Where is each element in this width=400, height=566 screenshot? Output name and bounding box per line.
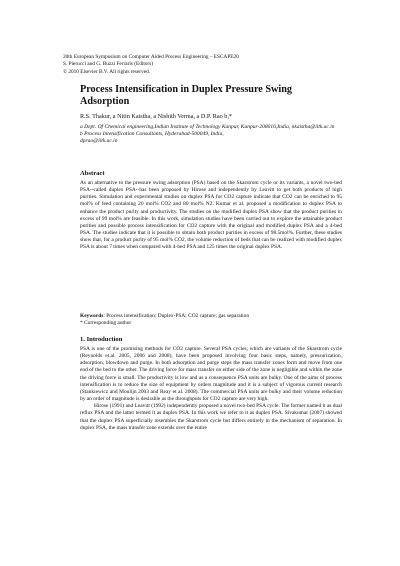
corresponding-author-note: * Corresponding author	[80, 320, 132, 327]
introduction-heading: 1. Introduction	[80, 336, 123, 343]
introduction-body	[80, 346, 342, 432]
intro-paragraph-1: PSA is one of the promising methods for CO2 capture. Several PSA cycles, which are variants of the Skarstrom cycle (Reynolds et.al. 2005, 2006 and 2008), have been proposed involving four basic steps, namely, pressurization, adsorption, blowdown and purge. In both adsorption and purge steps the mass transfer zones form and move from one end of the bed to the other. The driving force for mass transfer on either side of the zone is negligible and within the zone the driving force is small. The productivity is low and as a consequence PSA units are bulky. One of the aims of process intensification is to reduce the size of equipment by orders magnitude and it is a subject of vigorous current research (Stankiewicz and Moulijn 2003 and Reay et al. 2008). The commercial PSA units are bulky and their volume reduction by an order of magnitude is desirable as the throughputs for CO2 capture are very high.	[80, 346, 342, 403]
keywords-block	[80, 313, 342, 327]
header-line-1: 20th European Symposium on Computer Aided Process Engineering – ESCAPE20	[63, 54, 239, 60]
proceedings-header	[63, 54, 333, 76]
paper-title: Process Intensification in Duplex Pressure Swing Adsorption	[80, 84, 292, 107]
affiliation-a: a Dept. Of Chemical engineering,Indian Institute of Technology Kanpur, Kanpur-208016,India, nkaistha@iitk.ac.in	[80, 124, 335, 130]
header-line-2: S. Pierucci and G. Buzzi Ferraris (Editors)	[63, 61, 154, 68]
affiliations	[80, 124, 340, 145]
keywords-label: Keywords	[80, 313, 104, 319]
keywords-line	[80, 313, 342, 320]
intro-paragraph-2: Hirose (1991) and Leavitt (1992) independently proposed a novel two-bed PSA cycle. The former named it as dual reflux PSA and the latter termed it as duplex PSA. In this work we refer to it as duplex PSA. Sivakumar (2007) showed that the duplex PSA superficially resembles the Skarstrom cycle but differs entirely in the mechanism of separation. In duplex PSA, the mass transfer zone extends over the entire	[80, 403, 342, 431]
affiliation-b: b Process Intensification Consultants, Hyderabad-500049, India,	[80, 131, 224, 137]
author-list: R.S. Thakur, a Nitin Kaistha, a Nishith Verma, a D.P. Rao b,*	[80, 113, 232, 120]
abstract-text: As an alternative to the pressure swing adsorption (PSA) based on the Skarstrom cycle or its variants, a novel two-bed PSA--called duplex PSA--has been proposed by Hirose and independently by Leavitt to get both products of high purities. Simulation and experimental studies on duplex PSA for CO2 capture indicate that CO2 can be enriched to 95 mol% of feed containing 20 mol% CO2 and 80 mol% N2. Kumar et al. proposed a modification to duplex PSA to enhance the product purity and productivity. The studies on the modified duplex PSA show that the product purities in excess of 99 mol% are feasible. In this work, simulation studies have been carried out to explore the attainable product purities and possible process intensification for CO2 capture with the original and modified duplex PSA and a 4-bed PSA. The studies indicate that it is possible to obtain both product purities in excess of 98.5mol%. Further, these studies show that, for a product purity of 95 mol% CO2, the volume reduction of beds that can be realized with modified duplex PSA is about 7 times when compared with 4-bed PSA and 125 times the original duplex PSA.	[80, 180, 342, 251]
abstract-heading: Abstract	[80, 170, 105, 177]
keywords-text: : Process intensification; Duplex-PSA; CO2 capture; gas separation	[103, 313, 250, 319]
header-line-3: © 2010 Elsevier B.V. All rights reserved.	[63, 68, 151, 75]
affiliation-b-email: dprao@iitk.ac.in	[80, 138, 118, 144]
